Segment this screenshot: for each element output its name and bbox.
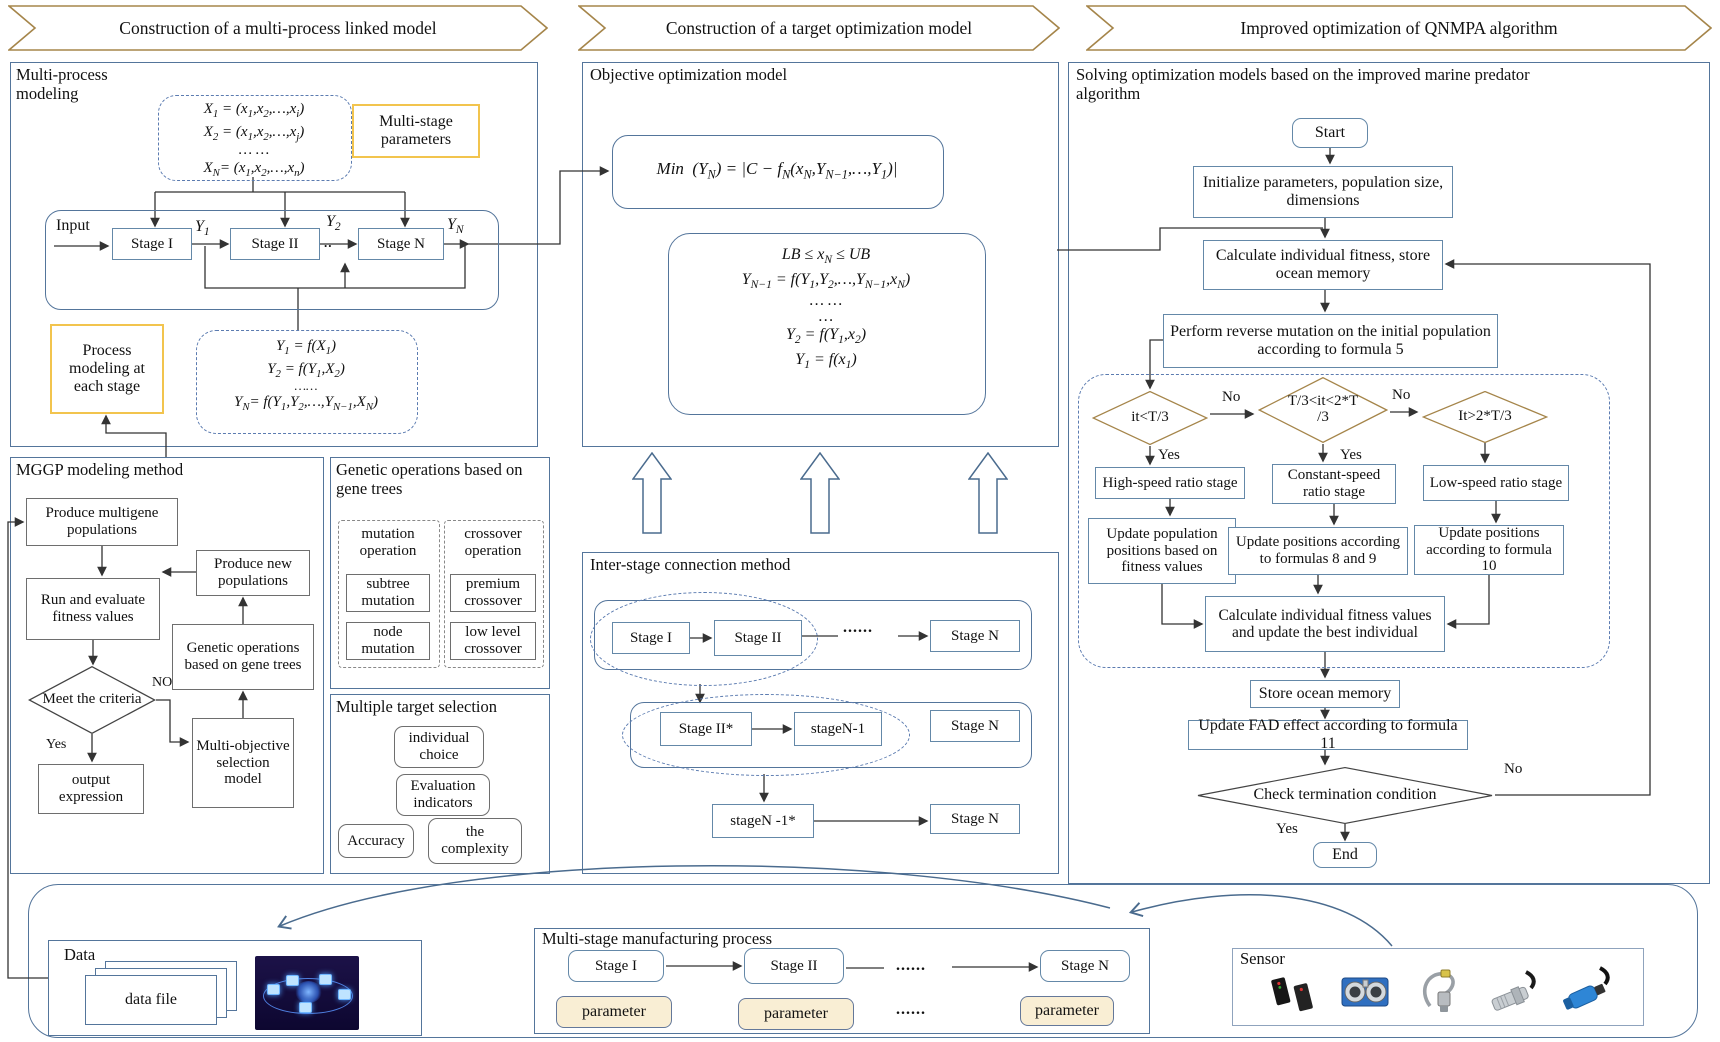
image-chip: [338, 989, 351, 1000]
data-file-page: data file: [85, 975, 217, 1025]
decision-label: [1258, 377, 1388, 443]
update-pop-fitness-box: Update population positions based on fitness values: [1088, 518, 1236, 584]
mfg-stagen-box: Stage N: [1040, 950, 1130, 982]
no-label: No: [1222, 389, 1241, 405]
panel-title: Inter-stage connection method: [590, 555, 791, 574]
high-speed-box: High-speed ratio stage: [1095, 467, 1245, 499]
mfg-stage1-box: Stage I: [568, 950, 664, 982]
node-mutation-box: node mutation: [346, 622, 430, 660]
constant-speed-box: Constant-speed ratio stage: [1272, 464, 1396, 504]
formula-y2: $Y_2 = f(Y_1,X_2)$: [267, 360, 345, 380]
mfg-dots-2: ......: [896, 1001, 926, 1018]
ultrasonic-sensor-icon: [1338, 966, 1392, 1018]
formula-x1: $X_1$ = $(x_1,x_2,\dots,x_i)$: [203, 101, 305, 120]
decision-label: It>2*T/3: [1458, 408, 1512, 425]
banner-label: Construction of a multi-process linked model: [119, 17, 437, 38]
formula-x2: $X_2$ = $(x_1,x_2,\dots,x_j)$: [203, 123, 305, 143]
produce-new-populations-box: Produce new populations: [196, 550, 310, 596]
decision-t3-range: [1258, 377, 1388, 443]
no-label: No: [1504, 761, 1523, 777]
image-chip: [319, 974, 332, 985]
interstage-stage2-box: Stage II: [714, 620, 802, 656]
photoelectric-sensor-icon: [1560, 964, 1614, 1016]
decision-label-line1: T/3<it<2*T: [1287, 393, 1359, 410]
oxygen-sensor-icon: [1414, 964, 1468, 1016]
formula-ydots: ……: [294, 378, 318, 394]
panel-title: Multi-process modeling: [16, 65, 108, 103]
banner-label: Construction of a target optimization model: [665, 17, 973, 38]
constraint-dots1: … …: [809, 292, 843, 310]
stagen-box: Stage N: [358, 228, 444, 260]
yn-label: $Y_N$: [447, 216, 464, 237]
up-block-arrow: [800, 452, 840, 539]
decision-label: Check termination condition: [1253, 786, 1437, 804]
mutation-operation-label: mutation operation: [359, 526, 417, 559]
panel-title: Objective optimization model: [590, 65, 788, 84]
decision-it-gt-2t3: [1422, 391, 1548, 443]
panel-title: MGGP modeling method: [16, 460, 184, 479]
interstage-stage2star-box: Stage II*: [660, 712, 752, 746]
update-formulas-8-9-box: Update positions according to formulas 8 and 9: [1228, 527, 1408, 575]
yes-label: Yes: [1158, 447, 1180, 463]
process-modeling-box: Process modeling at each stage: [50, 324, 164, 414]
complexity-box: the complexity: [428, 818, 522, 864]
start-box: Start: [1292, 118, 1368, 148]
check-termination-decision: [1195, 767, 1495, 824]
stage2-box: Stage II: [230, 228, 320, 260]
update-fad-box: Update FAD effect according to formula 11: [1188, 720, 1468, 750]
output-expression-box: output expression: [38, 764, 144, 814]
premium-crossover-box: premium crossover: [450, 574, 536, 612]
min-formula: Min $(Y_N) = |C$ − $f_N(x_N,Y_{N-1},\dots,Y_1)|$: [656, 159, 898, 182]
data-visual-image: [255, 956, 359, 1030]
genetic-operations-box: Genetic operations based on gene trees: [172, 624, 314, 690]
y2-label: $Y_2$: [326, 213, 341, 234]
multi-stage-parameters-box: Multi-stage parameters: [352, 104, 480, 158]
produce-multigene-box: Produce multigene populations: [26, 498, 178, 546]
data-title: Data: [64, 945, 96, 964]
manufacturing-title: Multi-stage manufacturing process: [542, 929, 773, 948]
mfg-stage2-box: Stage II: [744, 948, 844, 984]
sensor-title: Sensor: [1240, 949, 1285, 968]
up-block-arrow: [632, 452, 672, 539]
yes-label: Yes: [1340, 447, 1362, 463]
interstage-stagen1-box: stageN-1: [794, 712, 882, 746]
banner-qnmpa: [1086, 5, 1712, 51]
interstage-stagen3-box: Stage N: [930, 804, 1020, 834]
interstage-stagen-box: Stage N: [930, 620, 1020, 652]
formula-yn: $Y_N=$ $f(Y_1,Y_2,\dots,Y_{N-1},X_N)$: [233, 393, 379, 413]
initialize-box: Initialize parameters, population size, dimensions: [1193, 166, 1453, 218]
up-block-arrow: [968, 452, 1008, 539]
formula-xn: $X_N=$ $(x_1,x_2,\dots,x_n)$: [203, 159, 305, 179]
evaluation-indicators-box: Evaluation indicators: [396, 774, 490, 816]
interstage-stagen2-box: Stage N: [930, 710, 1020, 742]
panel-title: Solving optimization models based on the improved marine predator algorithm: [1076, 65, 1530, 103]
formula-y1: $Y_1 = f(X_1)$: [275, 338, 337, 357]
low-level-crossover-box: low level crossover: [450, 622, 536, 660]
yes-label: Yes: [46, 737, 67, 752]
low-speed-box: Low-speed ratio stage: [1423, 465, 1569, 501]
constraint-4: $Y_1 = f(x_1)$: [795, 350, 857, 371]
yes-label: Yes: [1276, 821, 1298, 837]
pipeline-dots: ..: [324, 235, 333, 250]
stage1-box: Stage I: [112, 228, 192, 260]
calc-fitness-box: Calculate individual fitness, store ocean memory: [1203, 240, 1443, 290]
decision-label: Meet the criteria: [42, 691, 142, 708]
store-ocean-memory-box: Store ocean memory: [1250, 680, 1400, 708]
parameter-box-2: parameter: [738, 998, 854, 1030]
decision-label: it<T/3: [1131, 409, 1169, 426]
y1-label: $Y_1$: [195, 218, 210, 239]
image-chip: [267, 984, 280, 995]
reverse-mutation-box: Perform reverse mutation on the initial population according to formula 5: [1163, 314, 1498, 368]
interstage-stagen1star-box: stageN -1*: [712, 804, 814, 838]
image-chip: [299, 1002, 312, 1013]
banner-multiprocess: [8, 5, 548, 51]
stage-pipeline-container: [45, 210, 499, 310]
interstage-dots-1: ......: [843, 619, 873, 636]
panel-title: Multiple target selection: [336, 697, 497, 716]
parameter-box-1: parameter: [556, 996, 672, 1028]
constraint-2: $Y_{N-1}$ = $f(Y_1,Y_2,\dots,Y_{N-1},x_N)$: [741, 270, 911, 291]
interstage-stage1-box: Stage I: [612, 622, 690, 654]
meet-criteria-decision: [28, 666, 156, 734]
no-label: NO: [152, 675, 173, 690]
subtree-mutation-box: subtree mutation: [346, 574, 430, 612]
proximity-sensor-icon: [1488, 966, 1542, 1018]
mfg-dots: ......: [896, 957, 926, 974]
crossover-operation-label: crossover operation: [464, 526, 522, 559]
update-formula-10-box: Update positions according to formula 10: [1414, 525, 1564, 575]
no-label: No: [1392, 387, 1411, 403]
constraint-dots2: …: [818, 307, 834, 325]
photoelectric-sensor-pair-icon: [1266, 966, 1320, 1018]
input-label: Input: [56, 217, 90, 234]
decision-label-line2: /3: [1317, 409, 1329, 425]
calc-best-individual-box: Calculate individual fitness values and update the best individual: [1205, 596, 1445, 652]
image-chip: [286, 975, 299, 986]
individual-choice-box: individual choice: [394, 726, 484, 768]
parameter-box-3: parameter: [1020, 996, 1114, 1026]
panel-title: Genetic operations based on gene trees: [336, 460, 523, 498]
accuracy-box: Accuracy: [338, 824, 414, 858]
run-evaluate-box: Run and evaluate fitness values: [26, 578, 160, 640]
constraint-1: LB ≤ $x_N$ ≤ UB: [781, 246, 871, 267]
decision-it-lt-t3: [1092, 391, 1208, 445]
constraint-3: $Y_2 = f(Y_1,x_2)$: [785, 325, 867, 346]
formula-xdots: … …: [238, 142, 270, 159]
banner-label: Improved optimization of QNMPA algorithm: [1240, 17, 1558, 38]
multi-objective-box: Multi-objective selection model: [192, 718, 294, 808]
end-box: End: [1313, 842, 1377, 868]
banner-target-model: [578, 5, 1060, 51]
